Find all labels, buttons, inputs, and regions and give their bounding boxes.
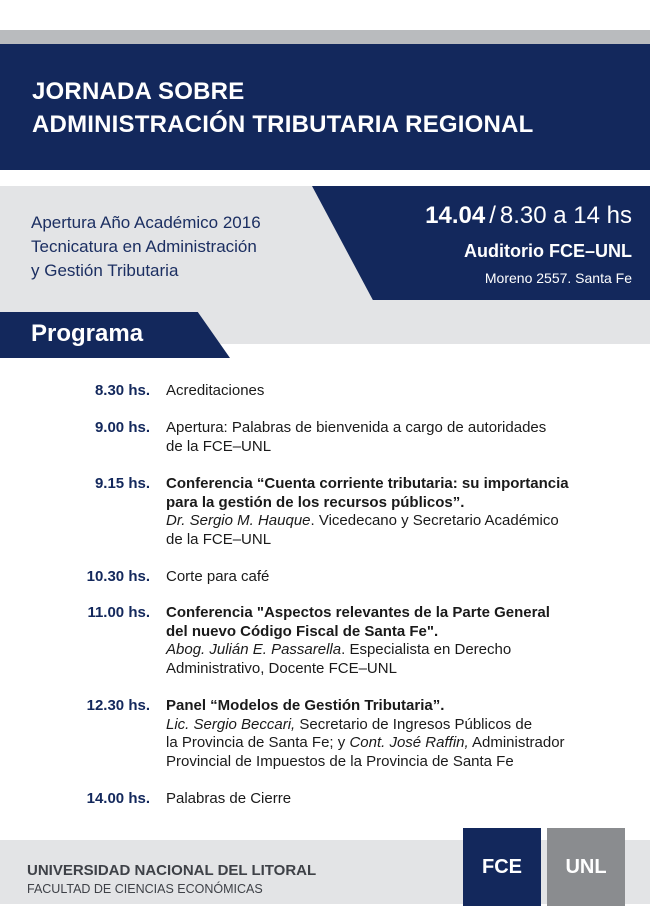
schedule-time: 9.00 hs. xyxy=(94,419,150,436)
schedule-time: 12.30 hs. xyxy=(86,697,150,714)
event-address: Moreno 2557. Santa Fe xyxy=(484,270,632,286)
schedule-time: 11.00 hs. xyxy=(87,604,150,621)
speaker-name: Dr. Sergio M. Hauque xyxy=(166,512,311,529)
schedule-description xyxy=(166,382,636,401)
program-heading: Programa xyxy=(31,320,144,347)
academic-opening-info xyxy=(31,211,261,283)
speaker-name: Abog. Julián E. Passarella xyxy=(166,641,342,658)
speaker-line xyxy=(166,716,636,735)
speaker-name: Cont. José Raffin, xyxy=(349,734,469,751)
schedule-description xyxy=(166,790,636,809)
event-time: 8.30 a 14 hs xyxy=(499,202,632,229)
fce-logo: FCE xyxy=(463,828,541,906)
description-line: Apertura: Palabras de bienvenida a cargo de autoridades xyxy=(166,419,547,436)
date-separator: / xyxy=(489,202,496,229)
conference-title-line: Conferencia "Aspectos relevantes de la Parte General xyxy=(166,604,550,621)
event-title-line1: JORNADA SOBRE xyxy=(32,78,245,105)
conference-title-line: para la gestión de los recursos públicos”. xyxy=(166,493,465,511)
description-line: Provincial de Impuestos de la Provincia de Santa Fe xyxy=(166,752,514,770)
speaker-role: Secretario de Ingresos Públicos de xyxy=(295,715,533,733)
unl-logo: UNL xyxy=(547,828,625,906)
speaker-role: Administrador xyxy=(468,734,565,751)
schedule-description xyxy=(166,604,636,678)
title-band xyxy=(0,44,650,170)
schedule-description xyxy=(166,419,636,456)
panel-title-line: Panel “Modelos de Gestión Tributaria”. xyxy=(166,697,445,714)
description-line: de la FCE–UNL xyxy=(166,437,272,455)
speaker-role: . Vicedecano y Secretario Académico xyxy=(310,512,559,529)
event-date: 14.04 xyxy=(425,202,486,229)
speaker-line xyxy=(166,512,636,531)
info-line: Tecnicatura en Administración xyxy=(31,237,257,256)
speaker-line xyxy=(166,641,636,660)
info-line: y Gestión Tributaria xyxy=(31,261,179,280)
speaker-name: Lic. Sergio Beccari, xyxy=(166,715,296,733)
description-line: Corte para café xyxy=(166,568,270,585)
conference-title-line: del nuevo Código Fiscal de Santa Fe". xyxy=(166,622,439,640)
top-gray-bar xyxy=(0,30,650,44)
info-line: Apertura Año Académico 2016 xyxy=(31,213,261,232)
description-line: Administrativo, Docente FCE–UNL xyxy=(166,659,397,677)
description-line: Palabras de Cierre xyxy=(166,790,292,807)
schedule-time: 9.15 hs. xyxy=(94,475,150,492)
speaker-role: . Especialista en Derecho xyxy=(341,641,512,658)
description-line: Acreditaciones xyxy=(166,382,265,399)
event-title-line2: ADMINISTRACIÓN TRIBUTARIA REGIONAL xyxy=(32,111,534,138)
schedule-description xyxy=(166,475,636,549)
description-line: de la FCE–UNL xyxy=(166,530,272,548)
schedule-description xyxy=(166,568,636,587)
conference-title-line: Conferencia “Cuenta corriente tributaria: su importancia xyxy=(166,475,569,492)
schedule-time: 14.00 hs. xyxy=(86,790,150,807)
speaker-line xyxy=(166,734,636,753)
event-date-time xyxy=(425,202,632,230)
faculty-name: FACULTAD DE CIENCIAS ECONÓMICAS xyxy=(27,882,263,896)
schedule-time: 10.30 hs. xyxy=(86,568,150,585)
event-place: Auditorio FCE–UNL xyxy=(464,241,632,261)
schedule-description xyxy=(166,697,636,771)
speaker-role: la Provincia de Santa Fe; y xyxy=(166,734,350,751)
university-name: UNIVERSIDAD NACIONAL DEL LITORAL xyxy=(27,862,317,879)
schedule-time: 8.30 hs. xyxy=(94,382,150,399)
